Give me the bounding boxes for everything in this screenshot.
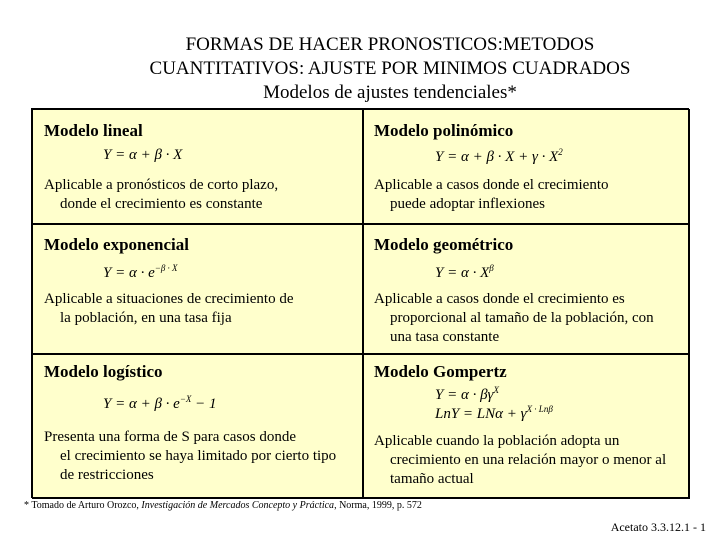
cell-modelo-logistico	[32, 353, 364, 499]
models-table	[31, 108, 689, 498]
model-formula: $Y = \alpha + \beta \cdot X + \gamma \cdot X^2$	[435, 147, 563, 165]
model-formula: Y = α + β · X	[103, 147, 183, 163]
model-name: Modelo exponencial	[44, 235, 189, 254]
model-description: Aplicable a casos donde el crecimiento puede adoptar inflexiones	[374, 177, 609, 212]
model-formula: $Y = \alpha \cdot e^{-\beta \cdot X}$	[103, 263, 178, 281]
model-name: Modelo geométrico	[374, 235, 514, 254]
model-formula-log: LnY = $LN\alpha + \gamma^{X \cdot Ln\beta}$	[435, 404, 553, 422]
model-description: Aplicable a casos donde el crecimiento es proporcional al tamaño de la población, con una tasa constante	[374, 291, 654, 345]
model-name: Modelo lineal	[44, 121, 143, 140]
title-line-2: CUANTITATIVOS: AJUSTE POR MINIMOS CUADRADOS	[149, 58, 631, 79]
cell-modelo-lineal	[32, 109, 364, 225]
cell-modelo-geometrico	[362, 223, 690, 355]
cell-modelo-polinomico	[362, 109, 690, 225]
source-footnote: * Tomado de Arturo Orozco, Investigación de Mercados Concepto y Práctica, Norma, 1999, p. 572	[24, 500, 422, 511]
title-line-3: Modelos de ajustes tendenciales*	[263, 82, 517, 103]
model-formula: $Y = \alpha + \beta \cdot e^{-X} - 1$	[103, 394, 217, 412]
model-name: Modelo Gompertz	[374, 362, 507, 381]
model-formula: $Y = \alpha \cdot \beta\gamma^X$	[435, 385, 499, 403]
model-formula: $Y = \alpha \cdot X^\beta$	[435, 263, 494, 281]
model-description: Presenta una forma de S para casos donde el crecimiento se haya limitado por cierto tipo de restricciones	[44, 429, 337, 483]
cell-modelo-exponencial	[32, 223, 364, 355]
model-name: Modelo polinómico	[374, 121, 514, 140]
model-name: Modelo logístico	[44, 362, 163, 381]
title-line-1: FORMAS DE HACER PRONOSTICOS:METODOS	[185, 34, 595, 55]
slide-title	[0, 33, 720, 105]
cell-modelo-gompertz	[362, 353, 690, 499]
model-description: Aplicable a situaciones de crecimiento de la población, en una tasa fija	[44, 291, 294, 326]
slide-id: Acetato 3.3.12.1 - 1	[610, 520, 706, 534]
model-description: Aplicable a pronósticos de corto plazo, donde el crecimiento es constante	[44, 177, 279, 212]
model-description: Aplicable cuando la población adopta un crecimiento en una relación mayor o menor al tamaño actual	[374, 433, 667, 487]
